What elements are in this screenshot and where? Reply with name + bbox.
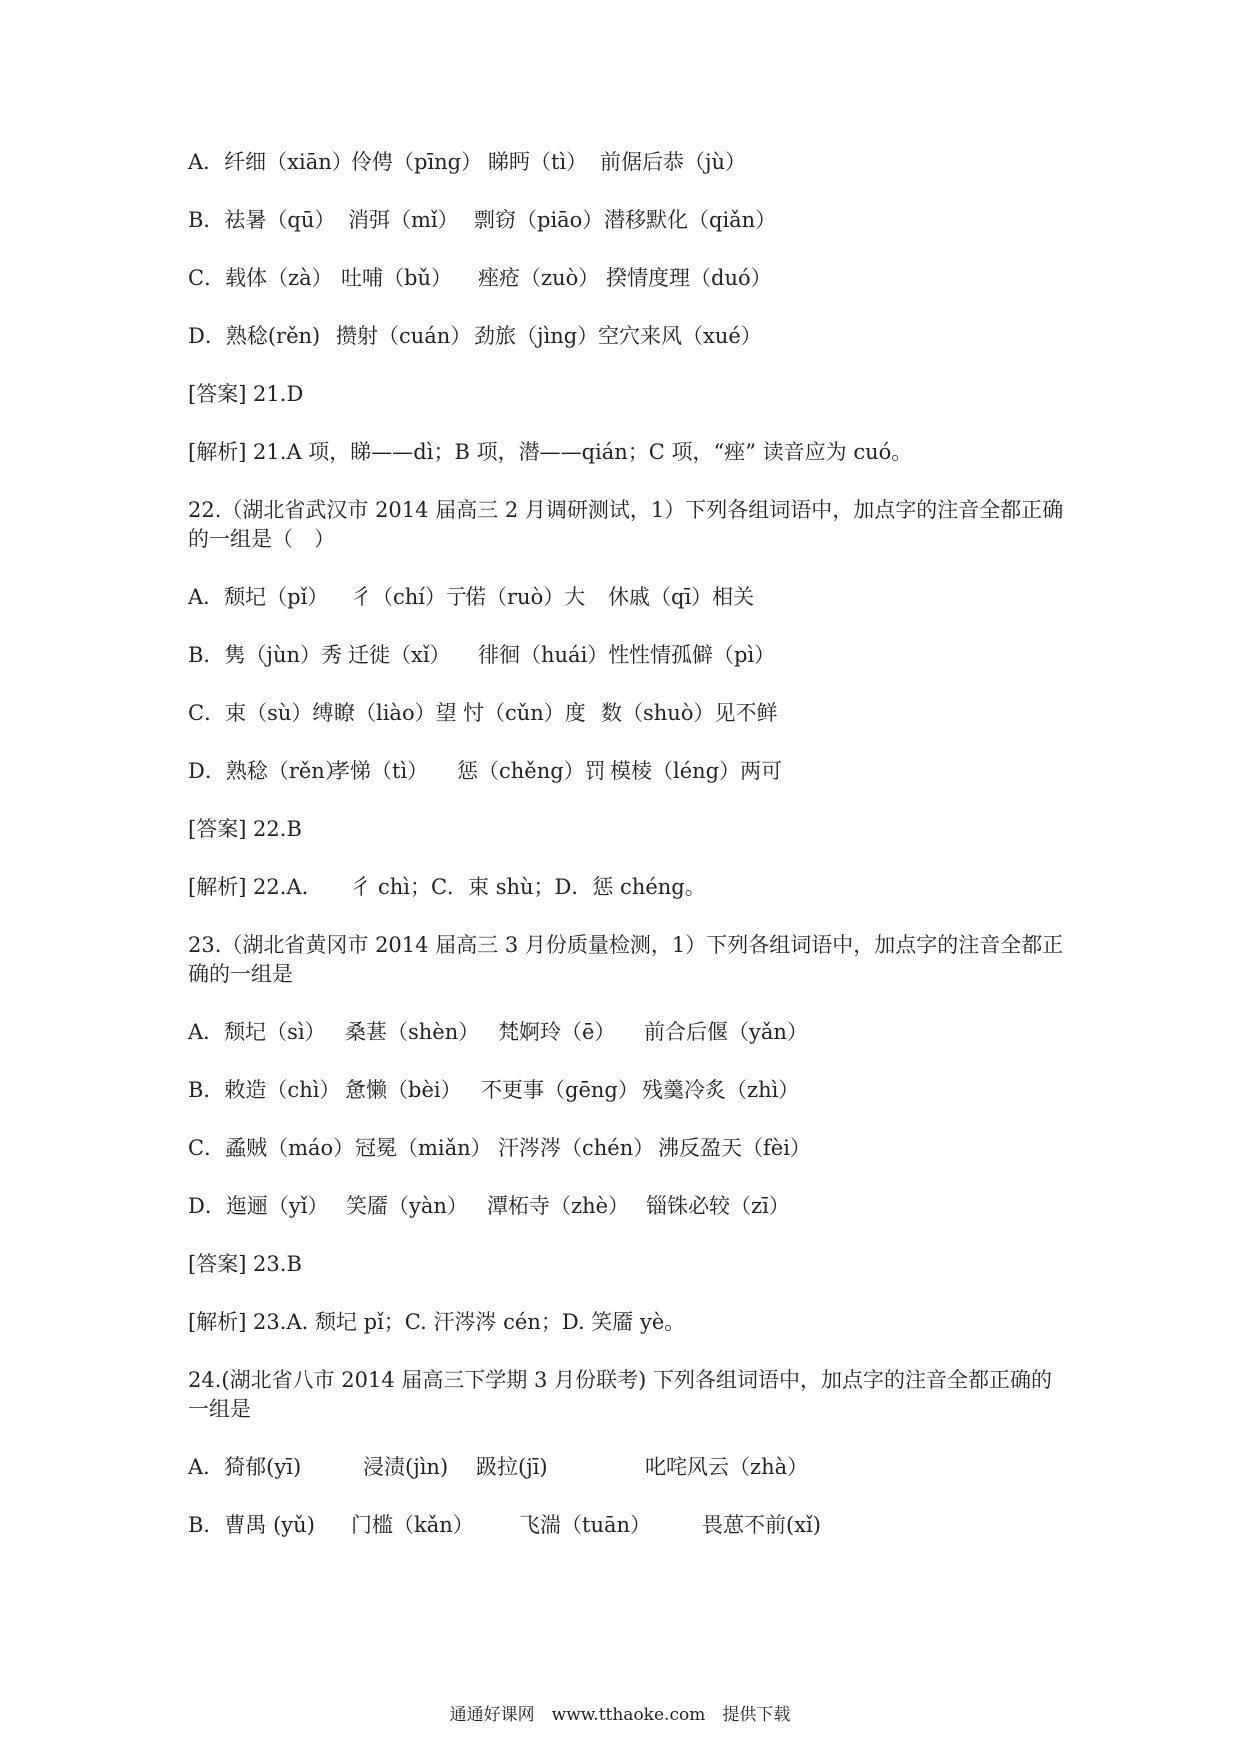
q24-option-b [188, 1511, 1068, 1540]
q22-d-3: 惩（chěng）罚 [457, 759, 606, 783]
q24-a-4: 叱咤风云（zhà） [645, 1455, 809, 1479]
q21-c-1: C．载体（zà） [188, 266, 333, 290]
q23-option-a [188, 1018, 1068, 1047]
q23-c-4: 沸反盈天（fèi） [658, 1136, 811, 1160]
q22-a-2: 彳（chí）亍 [351, 585, 468, 609]
q21-a-3: 睇眄（tì） [488, 150, 588, 174]
q21-b-1: B．祛暑（qū） [188, 208, 336, 232]
q22-a-1: A．颓圮（pǐ） [188, 585, 329, 609]
q21-c-2: 吐哺（bǔ） [341, 266, 452, 290]
q21-option-c [188, 264, 1068, 293]
q21-a-4: 前倨后恭（jù） [600, 150, 747, 174]
q24-b-4: 畏葸不前(xǐ) [702, 1513, 821, 1537]
q22-c-2: 瞭（liào）望 [334, 701, 457, 725]
q23-d-2: 笑靥（yàn） [346, 1194, 468, 1218]
q21-b-3: 剽窃（piāo） [474, 208, 604, 232]
q21-d-4: 空穴来风（xué） [598, 324, 762, 348]
q22-title: 22.（湖北省武汉市 2014 届高三 2 月调研测试，1）下列各组词语中，加点字的注音全都正确的一组是（ ） [188, 498, 1064, 551]
q22-a-3: 偌（ruò）大 [465, 585, 586, 609]
q24-b-3: 飞湍（tuān） [519, 1513, 652, 1537]
q23-c-3: 汗涔涔（chén） [498, 1136, 655, 1160]
q22-d-1: D．熟稔（rěn） [188, 759, 346, 783]
q24-title: 24.(湖北省八市 2014 届高三下学期 3 月份联考) 下列各组词语中，加点字的注音全都正确的一组是 [188, 1368, 1052, 1421]
q23-analysis: [解析] 23.A. 颓圮 pǐ；C. 汗涔涔 cén；D. 笑靥 yè。 [188, 1310, 686, 1334]
q23-b-2: 惫懒（bèi） [345, 1078, 462, 1102]
q22-b-4: 性情孤僻（pì） [629, 643, 776, 667]
q22-option-d [188, 757, 1068, 786]
q22-option-a [188, 583, 1068, 612]
q23-option-d [188, 1192, 1068, 1221]
q22-d-4: 模棱（léng）两可 [610, 759, 783, 783]
q21-a-1: A．纤细（xiān） [188, 150, 353, 174]
q21-answer: [答案] 21.D [188, 382, 304, 406]
q23-a-3: 梵婀玲（ē） [498, 1020, 616, 1044]
q23-b-1: B．敕造（chì） [188, 1078, 341, 1102]
q23-d-4: 锱铢必较（zī） [646, 1194, 790, 1218]
q22-c-1: C．束（sù）缚 [188, 701, 334, 725]
q23-c-1: C．蟊贼（máo） [188, 1136, 355, 1160]
q23-b-4: 残羹冷炙（zhì） [642, 1078, 800, 1102]
q21-d-3: 劲旅（jìng） [474, 324, 599, 348]
q23-a-4: 前合后偃（yǎn） [644, 1020, 808, 1044]
q22-c-3: 忖（cǔn）度 [463, 701, 586, 725]
q23-d-3: 潭柘寺（zhè） [487, 1194, 630, 1218]
q23-b-3: 不更事（gēng） [481, 1078, 639, 1102]
q21-option-d [188, 322, 1068, 351]
q23-a-2: 桑葚（shèn） [345, 1020, 480, 1044]
page-footer: 通通好课网 www.tthaoke.com 提供下载 [449, 1705, 791, 1725]
q21-b-2: 消弭（mǐ） [348, 208, 459, 232]
q22-answer: [答案] 22.B [188, 817, 302, 841]
q24-a-3: 趿拉(jī) [476, 1455, 548, 1479]
q24-b-2: 门槛（kǎn） [351, 1513, 474, 1537]
q22-a-4: 休戚（qī）相关 [608, 585, 755, 609]
q22-option-b [188, 641, 1068, 670]
q23-option-c [188, 1134, 1068, 1163]
q22-option-c [188, 699, 1068, 728]
q23-title: 23.（湖北省黄冈市 2014 届高三 3 月份质量检测，1）下列各组词语中，加点字的注音全都正确的一组是 [188, 933, 1064, 986]
q21-d-1: D．熟稔(rěn) [188, 324, 321, 348]
q22-b-3: 徘徊（huái）性 [478, 643, 630, 667]
q23-c-2: 冠冕（miǎn） [355, 1136, 492, 1160]
q21-b-4: 潜移默化（qiǎn） [604, 208, 777, 232]
q21-option-a [188, 148, 1068, 177]
q22-b-2: 迁徙（xǐ） [348, 643, 451, 667]
q22-analysis: [解析] 22.A. 彳 chì；C．束 shù；D．惩 chéng。 [188, 875, 706, 899]
q21-analysis: [解析] 21.A 项，睇——dì；B 项，潜——qián；C 项，“痤” 读音应为 cuó。 [188, 440, 913, 464]
q21-c-4: 揆情度理（duó） [606, 266, 772, 290]
q24-a-2: 浸渍(jìn) [363, 1455, 449, 1479]
q22-b-1: B．隽（jùn）秀 [188, 643, 342, 667]
document-body [188, 148, 1068, 1569]
q23-d-1: D．迤逦（yǐ） [188, 1194, 329, 1218]
q24-option-a [188, 1453, 1068, 1482]
q23-answer: [答案] 23.B [188, 1252, 302, 1276]
q23-option-b [188, 1076, 1068, 1105]
q24-a-1: A．猗郁(yī) [188, 1455, 302, 1479]
q23-a-1: A．颓圮（sì） [188, 1020, 326, 1044]
q22-c-4: 数（shuò）见不鲜 [601, 701, 778, 725]
q21-c-3: 痤疮（zuò） [478, 266, 600, 290]
q24-b-1: B．曹禺 (yǔ) [188, 1513, 315, 1537]
q22-d-2: 孝悌（tì） [329, 759, 429, 783]
q21-option-b [188, 206, 1068, 235]
q21-a-2: 伶俜（pīng） [351, 150, 483, 174]
q21-d-2: 攒射（cuán） [336, 324, 472, 348]
